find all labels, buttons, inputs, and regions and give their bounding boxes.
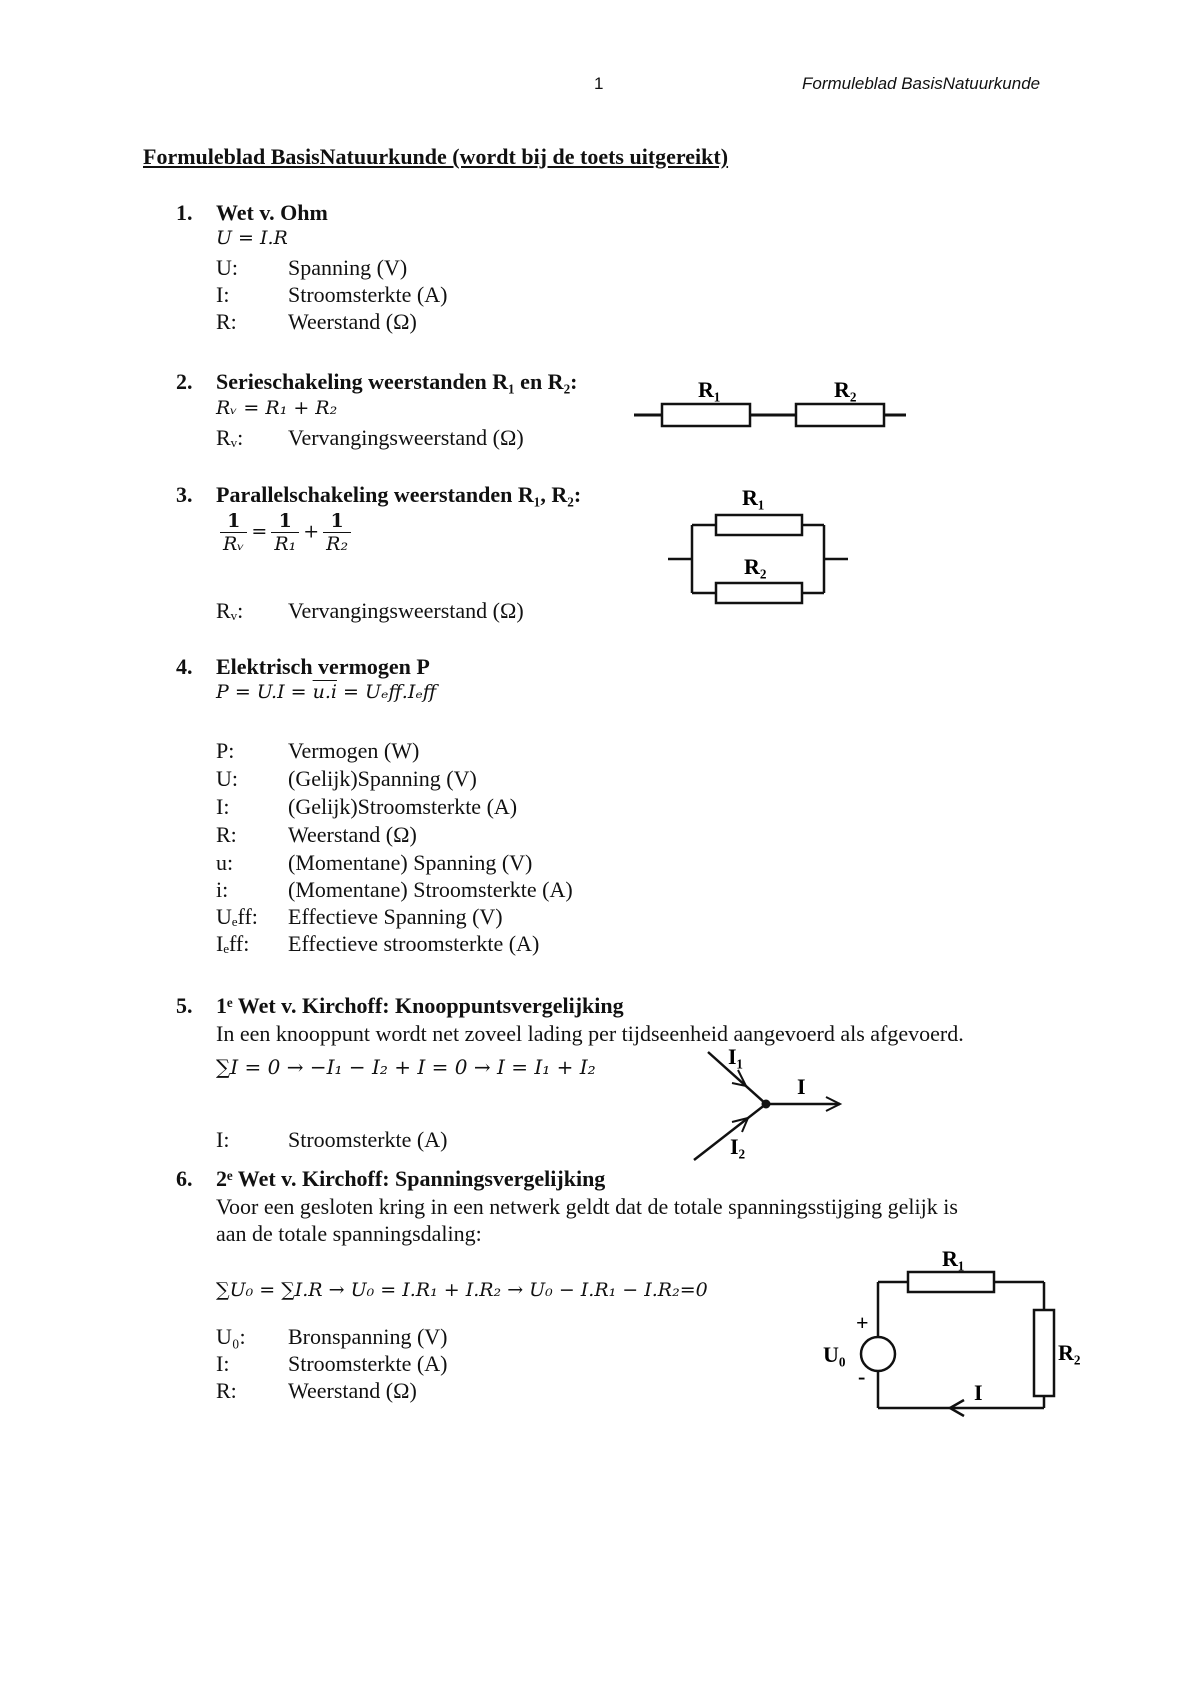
var-symbol: I: — [216, 1127, 230, 1152]
var-description: (Momentane) Spanning (V) — [288, 850, 533, 875]
section-number: 3. — [176, 482, 193, 507]
label-r2: R₂ — [1058, 1340, 1081, 1365]
parallel-circuit-diagram — [668, 485, 858, 607]
label-plus: + — [856, 1310, 869, 1335]
label-i: I — [974, 1380, 983, 1405]
label-i1: I₁ — [728, 1044, 744, 1069]
voltage-source — [861, 1337, 895, 1371]
label-minus: - — [858, 1364, 866, 1389]
resistor-r2 — [1034, 1310, 1054, 1396]
var-description: Stroomsterkte (A) — [288, 1127, 448, 1152]
section-heading: Serieschakeling weerstanden R₁ en R₂: — [216, 369, 578, 394]
var-symbol: U: — [216, 766, 238, 791]
section-number: 6. — [176, 1166, 193, 1191]
label-u0: U₀ — [823, 1342, 846, 1367]
section-heading: Parallelschakeling weerstanden R₁, R₂: — [216, 482, 582, 507]
loop-circuit-diagram — [818, 1242, 1088, 1420]
var-description: Stroomsterkte (A) — [288, 282, 448, 307]
series-circuit-diagram — [630, 372, 910, 434]
var-description: Spanning (V) — [288, 255, 408, 280]
var-description: Effectieve stroomsterkte (A) — [288, 931, 540, 956]
document-title: Formuleblad BasisNatuurkunde (wordt bij de toets uitgereikt) — [143, 144, 729, 169]
label-i2: I₂ — [730, 1134, 746, 1159]
var-description: Vervangingsweerstand (Ω) — [288, 598, 524, 623]
label-r1: R₁ — [742, 485, 765, 510]
formula-power: P = U.I = u.i = Uₑff.Iₑff — [216, 681, 437, 703]
var-symbol: Iₑff: — [216, 931, 250, 956]
var-description: Vervangingsweerstand (Ω) — [288, 425, 524, 450]
var-description: Weerstand (Ω) — [288, 822, 417, 847]
label-r2: R₂ — [834, 377, 857, 402]
var-description: (Gelijk)Spanning (V) — [288, 766, 477, 791]
formula: U = I.R — [216, 227, 288, 249]
label-r1: R₁ — [942, 1246, 965, 1271]
resistor-r1 — [908, 1272, 994, 1292]
var-description: Weerstand (Ω) — [288, 309, 417, 334]
var-description: Bronspanning (V) — [288, 1324, 448, 1349]
var-symbol: P: — [216, 738, 235, 763]
section-number: 4. — [176, 654, 193, 679]
var-symbol: R: — [216, 822, 237, 847]
section-heading: 2ᵉ Wet v. Kirchoff: Spanningsvergelijking — [216, 1166, 606, 1191]
section-heading: 1ᵉ Wet v. Kirchoff: Knooppuntsvergelijking — [216, 993, 624, 1018]
var-symbol: U₀: — [216, 1324, 246, 1349]
var-symbol: I: — [216, 282, 230, 307]
formula-parallel: $\frac{1}{\text{Rᵥ}}$ = $\frac{1}{\text{R₁}}$ + $\frac{1}{\text{R₂}}$ — [216, 510, 355, 555]
section-heading: Wet v. Ohm — [216, 200, 328, 225]
label-r1: R₁ — [698, 377, 721, 402]
var-symbol: Uₑff: — [216, 904, 258, 929]
page-number: 1 — [594, 74, 604, 93]
resistor-r1 — [716, 515, 802, 535]
var-symbol: R: — [216, 1378, 237, 1403]
var-symbol: Rᵥ: — [216, 425, 244, 450]
var-description: (Gelijk)Stroomsterkte (A) — [288, 794, 518, 819]
section-text: aan de totale spanningsdaling: — [216, 1221, 482, 1246]
resistor-r2 — [796, 404, 884, 426]
var-symbol: i: — [216, 877, 229, 902]
var-symbol: U: — [216, 255, 238, 280]
var-symbol: I: — [216, 1351, 230, 1376]
resistor-r1 — [662, 404, 750, 426]
section-heading: Elektrisch vermogen P — [216, 654, 430, 679]
formula: ∑U₀ = ∑I.R → U₀ = I.R₁ + I.R₂ → U₀ − I.R₁ − I.R₂=0 — [216, 1279, 708, 1301]
label-i: I — [797, 1074, 806, 1099]
label-r2: R₂ — [744, 554, 767, 579]
resistor-r2 — [716, 583, 802, 603]
section-text: Voor een gesloten kring in een netwerk geldt dat de totale spanningsstijging gelijk is — [216, 1194, 958, 1219]
section-number: 1. — [176, 200, 193, 225]
running-header: Formuleblad BasisNatuurkunde — [802, 74, 1041, 93]
var-symbol: R: — [216, 309, 237, 334]
var-description: Stroomsterkte (A) — [288, 1351, 448, 1376]
var-symbol: Rᵥ: — [216, 598, 244, 623]
formula: ∑I = 0 → −I₁ − I₂ + I = 0 → I = I₁ + I₂ — [216, 1055, 596, 1079]
junction-diagram — [690, 1040, 850, 1168]
var-description: Vermogen (W) — [288, 738, 420, 763]
var-description: Effectieve Spanning (V) — [288, 904, 503, 929]
var-description: (Momentane) Stroomsterkte (A) — [288, 877, 573, 902]
section-number: 2. — [176, 369, 193, 394]
var-symbol: I: — [216, 794, 230, 819]
var-symbol: u: — [216, 850, 234, 875]
section-number: 5. — [176, 993, 193, 1018]
arrow-i1 — [732, 1070, 746, 1086]
formula: Rᵥ = R₁ + R₂ — [216, 397, 338, 419]
section-text: In een knooppunt wordt net zoveel lading per tijdseenheid aangevoerd als afgevoerd. — [216, 1021, 964, 1046]
junction-node — [762, 1100, 771, 1109]
var-description: Weerstand (Ω) — [288, 1378, 417, 1403]
